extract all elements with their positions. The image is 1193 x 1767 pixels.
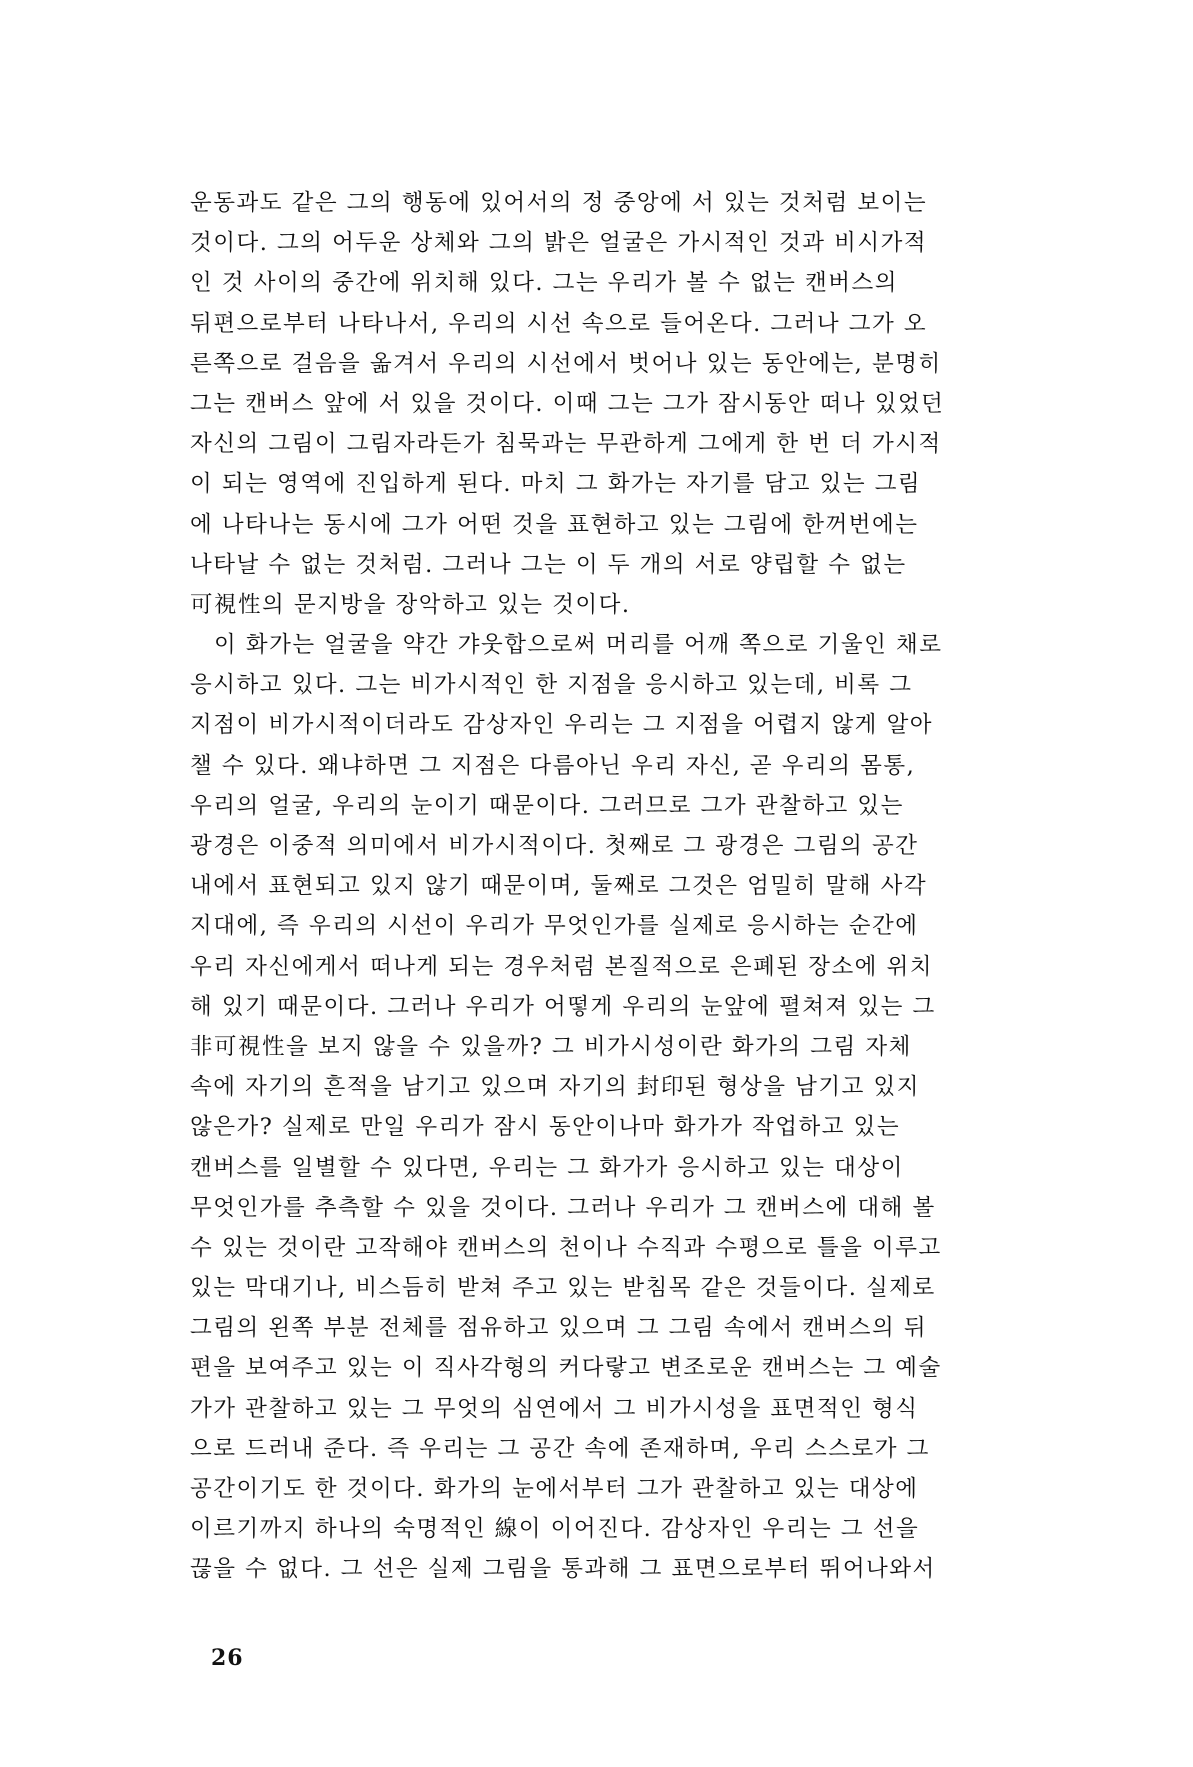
text-line: 공간이기도 한 것이다. 화가의 눈에서부터 그가 관찰하고 있는 대상에 bbox=[190, 1476, 919, 1502]
text-line: 뒤편으로부터 나타나서, 우리의 시선 속으로 들어온다. 그러나 그가 오 bbox=[190, 310, 928, 337]
text-line: 에 나타나는 동시에 그가 어떤 것을 표현하고 있는 그림에 한꺼번에는 bbox=[190, 511, 919, 538]
text-line: 편을 보여주고 있는 이 직사각형의 커다랗고 변조로운 캔버스는 그 예술 bbox=[190, 1355, 942, 1382]
text-line: 캔버스를 일별할 수 있다면, 우리는 그 화가가 응시하고 있는 대상이 bbox=[190, 1154, 904, 1181]
text-line: 속에 자기의 흔적을 남기고 있으며 자기의 封印된 형상을 남기고 있지 bbox=[190, 1074, 920, 1101]
text-line: 해 있기 때문이다. 그러나 우리가 어떻게 우리의 눈앞에 펼쳐져 있는 그 bbox=[190, 993, 936, 1020]
text-line: 른쪽으로 걸음을 옮겨서 우리의 시선에서 벗어나 있는 동안에는, 분명히 bbox=[190, 350, 942, 377]
text-line: 으로 드러내 준다. 즉 우리는 그 공간 속에 존재하며, 우리 스스로가 그 bbox=[190, 1435, 930, 1462]
text-line: 나타날 수 없는 것처럼. 그러나 그는 이 두 개의 서로 양립할 수 없는 bbox=[190, 551, 907, 578]
page-number: 26 bbox=[211, 1645, 244, 1671]
text-line: 지점이 비가시적이더라도 감상자인 우리는 그 지점을 어렵지 않게 알아 bbox=[190, 712, 934, 739]
text-line: 우리 자신에게서 떠나게 되는 경우처럼 본질적으로 은폐된 장소에 위치 bbox=[190, 953, 934, 980]
text-line: 챌 수 있다. 왜냐하면 그 지점은 다름아닌 우리 자신, 곧 우리의 몸통, bbox=[190, 752, 916, 779]
body-text bbox=[190, 183, 1035, 1590]
text-line: 있는 막대기나, 비스듬히 받쳐 주고 있는 받침목 같은 것들이다. 실제로 bbox=[190, 1275, 936, 1302]
text-line: 끊을 수 없다. 그 선은 실제 그림을 통과해 그 표면으로부터 뛰어나와서 bbox=[190, 1556, 936, 1583]
text-line: 그림의 왼쪽 부분 전체를 점유하고 있으며 그 그림 속에서 캔버스의 뒤 bbox=[190, 1315, 928, 1342]
text-line: 응시하고 있다. 그는 비가시적인 한 지점을 응시하고 있는데, 비록 그 bbox=[190, 672, 913, 699]
text-line: 가가 관찰하고 있는 그 무엇의 심연에서 그 비가시성을 표면적인 형식 bbox=[190, 1395, 919, 1422]
text-line: 자신의 그림이 그림자라든가 침묵과는 무관하게 그에게 한 번 더 가시적 bbox=[190, 431, 942, 458]
text-line: 내에서 표현되고 있지 않기 때문이며, 둘째로 그것은 엄밀히 말해 사각 bbox=[190, 873, 928, 900]
text-line: 것이다. 그의 어두운 상체와 그의 밝은 얼굴은 가시적인 것과 비시가적 bbox=[190, 230, 928, 257]
text-line: 않은가? 실제로 만일 우리가 잠시 동안이나마 화가가 작업하고 있는 bbox=[190, 1114, 901, 1141]
text-line: 可視性의 문지방을 장악하고 있는 것이다. bbox=[190, 591, 631, 618]
text-line: 지대에, 즉 우리의 시선이 우리가 무엇인가를 실제로 응시하는 순간에 bbox=[190, 913, 919, 940]
text-line: 이 되는 영역에 진입하게 된다. 마치 그 화가는 자기를 담고 있는 그림 bbox=[190, 471, 922, 498]
text-line: 이르기까지 하나의 숙명적인 線이 이어진다. 감상자인 우리는 그 선을 bbox=[190, 1516, 920, 1543]
text-line: 광경은 이중적 의미에서 비가시적이다. 첫째로 그 광경은 그림의 공간 bbox=[190, 833, 919, 859]
text-line: 우리의 얼굴, 우리의 눈이기 때문이다. 그러므로 그가 관찰하고 있는 bbox=[190, 792, 904, 819]
text-line: 그는 캔버스 앞에 서 있을 것이다. 이때 그는 그가 잠시동안 떠나 있었던 bbox=[190, 390, 945, 417]
text-line: 수 있는 것이란 고작해야 캔버스의 천이나 수직과 수평으로 틀을 이루고 bbox=[190, 1234, 942, 1261]
text-line: 인 것 사이의 중간에 위치해 있다. 그는 우리가 볼 수 없는 캔버스의 bbox=[190, 270, 898, 297]
text-line: 非可視性을 보지 않을 수 있을까? 그 비가시성이란 화가의 그림 자체 bbox=[190, 1033, 912, 1060]
text-line: 무엇인가를 추측할 수 있을 것이다. 그러나 우리가 그 캔버스에 대해 볼 bbox=[190, 1194, 936, 1221]
text-line: 이 화가는 얼굴을 약간 갸웃합으로써 머리를 어깨 쪽으로 기울인 채로 bbox=[190, 632, 943, 659]
text-line: 운동과도 같은 그의 행동에 있어서의 정 중앙에 서 있는 것처럼 보이는 bbox=[190, 190, 928, 216]
